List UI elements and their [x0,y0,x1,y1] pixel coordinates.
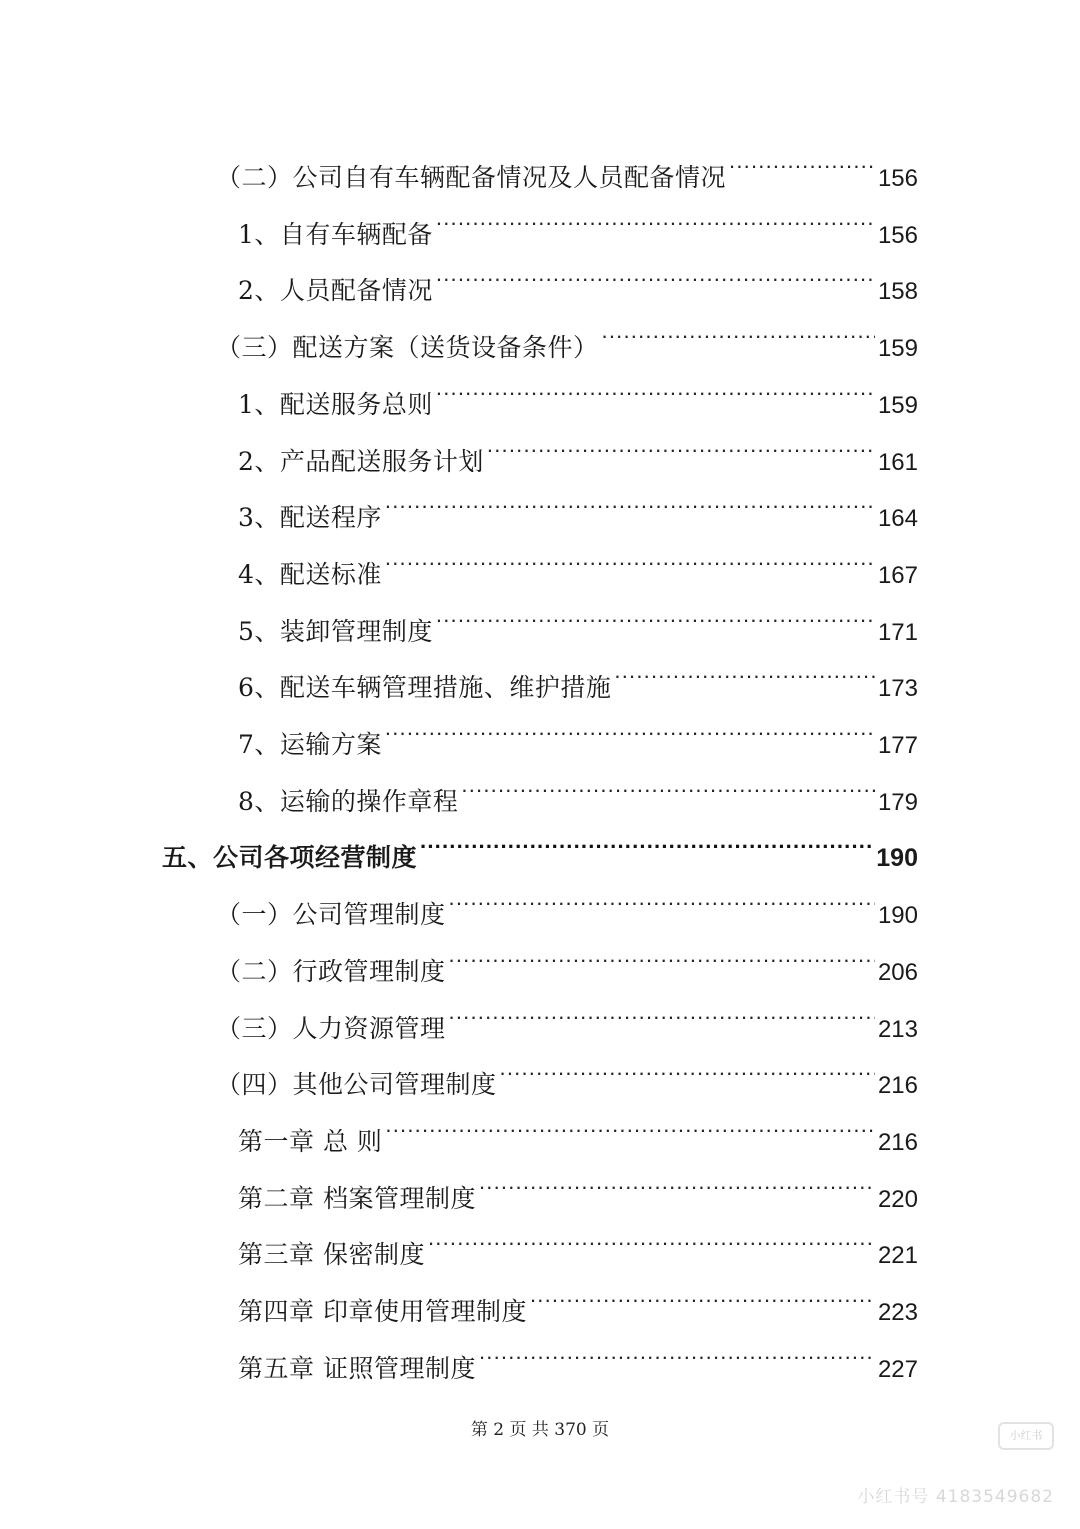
toc-entry [216,130,918,192]
toc-page-number: 216 [877,1128,918,1156]
toc-dot-leader [428,1207,875,1263]
toc-dot-leader [385,1094,875,1150]
toc-page-number: 159 [877,335,918,363]
toc-page-number: 190 [876,844,918,873]
toc-entry-title: （二）公司自有车辆配备情况及人员配备情况 [216,163,727,192]
toc-dot-leader [461,754,875,810]
toc-dot-leader [729,130,875,186]
toc-entry-title: 第四章 印章使用管理制度 [238,1297,527,1326]
toc-entry-title: 6、配送车辆管理措施、维护措施 [238,673,612,703]
toc-dot-leader [420,810,873,866]
toc-page-number: 171 [877,618,918,646]
toc-page-number: 156 [877,165,918,192]
toc-entry-title: 2、产品配送服务计划 [238,446,484,476]
toc-entry-title: 第一章 总 则 [238,1126,383,1156]
toc-entry [238,1321,918,1383]
toc-page-number: 216 [877,1072,918,1100]
toc-entry-title: 1、自有车辆配备 [238,219,433,249]
toc-dot-leader [436,187,875,243]
toc-dot-leader [479,1151,875,1207]
toc-page-number: 190 [877,902,918,930]
toc-entry-title: （三）配送方案（送货设备条件） [216,333,599,363]
toc-entry [216,924,918,986]
toc-dot-leader [530,1264,875,1320]
toc-entry [238,357,918,419]
toc-dot-leader [500,1037,875,1093]
toc-entry-title: 2、人员配备情况 [238,276,433,306]
toc-page-number: 159 [877,391,918,419]
toc-entry [216,867,918,930]
toc-chapter-entry [162,810,918,873]
toc-entry-title: 五、公司各项经营制度 [162,843,418,873]
toc-entry [238,1207,918,1270]
toc-entry [238,584,918,646]
toc-page-number: 227 [877,1355,918,1383]
page-footer: 第 2 页 共 370 页 [470,1420,610,1440]
toc-entry-title: 第五章 证照管理制度 [238,1353,476,1383]
toc-entry-title: （三）人力资源管理 [216,1013,446,1043]
toc-page-number: 213 [877,1015,918,1043]
toc-entry [216,981,918,1043]
toc-page-number: 164 [877,505,918,533]
toc-page-number: 156 [877,221,918,249]
toc-dot-leader [385,527,875,583]
toc-entry-title: 5、装卸管理制度 [238,616,433,646]
toc-entry-title: 1、配送服务总则 [238,389,433,419]
toc-entry-title: 第二章 档案管理制度 [238,1183,476,1213]
toc-dot-leader [436,357,875,413]
toc-entry [238,1151,918,1213]
toc-page-number: 173 [877,675,918,703]
toc-dot-leader [449,981,875,1037]
toc-entry [238,1094,918,1156]
toc-page-number: 177 [877,732,918,759]
toc-entry [238,640,918,703]
toc-entry-title: 4、配送标准 [238,559,382,589]
toc-page-number: 167 [877,561,918,589]
toc-page-number: 220 [877,1185,918,1213]
toc-entry [238,470,918,533]
toc-entry [216,300,918,363]
toc-entry [238,1264,918,1326]
toc-dot-leader [479,1321,875,1377]
toc-entry-title: 8、运输的操作章程 [238,786,459,816]
toc-dot-leader [436,243,875,299]
toc-page-number: 158 [877,278,918,306]
toc-entry-title: （一）公司管理制度 [216,900,446,930]
toc-entry [238,527,918,589]
toc-entry [238,697,918,759]
toc-page-number: 179 [877,788,918,816]
toc-entry-title: （二）行政管理制度 [216,956,446,986]
toc-entry-title: （四）其他公司管理制度 [216,1070,497,1100]
toc-entry-title: 3、配送程序 [238,503,382,533]
toc-page-number: 221 [877,1242,918,1270]
toc-entry-title: 第三章 保密制度 [238,1240,425,1270]
watermark-id: 小红书号 4183549682 [857,1487,1054,1507]
toc-dot-leader [449,867,875,923]
toc-page-number: 223 [877,1299,918,1326]
toc-dot-leader [436,584,875,640]
toc-page-number: 161 [877,448,918,476]
toc-entry [238,414,918,476]
toc-dot-leader [602,300,875,356]
toc-entry [238,754,918,816]
toc-dot-leader [449,924,875,980]
toc-page-number: 206 [877,958,918,986]
toc-entry [238,187,918,249]
toc-dot-leader [385,470,875,526]
watermark-logo: 小红书 [998,1422,1054,1450]
toc-dot-leader [487,414,875,470]
toc-dot-leader [385,697,875,753]
toc-entry [238,243,918,306]
toc-entry-title: 7、运输方案 [238,730,382,759]
toc-dot-leader [614,640,875,696]
toc-entry [216,1037,918,1100]
